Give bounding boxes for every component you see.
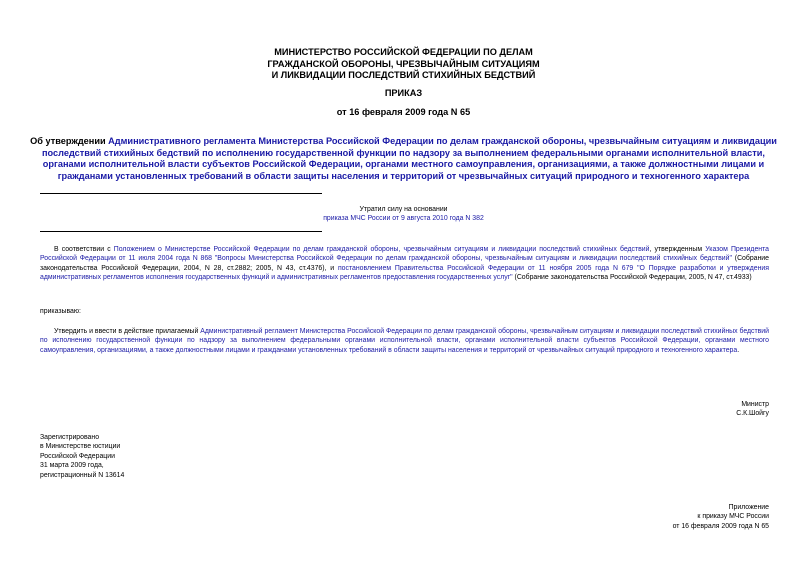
registration-line-2: в Министерстве юстиции	[40, 443, 121, 451]
order-text-2: .	[737, 346, 740, 354]
government-resolution-link[interactable]: постановлением Правительства Российской Федерации от 11 ноября 2005 года N 679 "О Порядке разработки и утверждения административных регламентов исполнения государственных функций и административных регламентов предоставления государственных услуг"	[40, 264, 769, 282]
appendix-line-2: к приказу МЧС России	[697, 513, 769, 521]
preamble-text-4: (Собрание законодательства Российской Федерации, 2005, N 47, ст.4933)	[512, 274, 752, 282]
appendix-block	[560, 503, 769, 531]
registration-line-1: Зарегистрировано	[40, 434, 100, 441]
registration-block	[40, 433, 240, 480]
document-date: от 16 февраля 2009 года N 65	[336, 107, 471, 117]
approved-regulation-link[interactable]: Административный регламент Министерства Российской Федерации по делам гражданской обороны, чрезвычайным ситуациям и ликвидации последствий стихийных бедствий по исполнению государственной функции по надзору за выполнением федеральными органами исполнительной власти, органами исполнительной власти субъектов Российской Федерации, органами местного самоуправления, организациями, а также должностными лицами и гражданами установленных требований в области защиты населения и территорий от чрезвычайных ситуаций природного и техногенного характера	[40, 328, 769, 354]
lost-force-note	[250, 205, 557, 224]
registration-line-5: регистрационный N 13614	[40, 471, 125, 479]
ministry-header	[0, 47, 807, 82]
title-prefix: Об утверждении	[30, 136, 109, 146]
lost-force-text: Утратил силу на основании	[359, 206, 448, 213]
presidential-decree-link[interactable]: Указом Президента Российской Федерации от 11 июля 2004 года N 868 "Вопросы Министерства Российской Федерации по делам гражданской обороны, чрезвычайным ситуациям и ликвидации последствий стихийных бедствий"	[40, 246, 770, 263]
preamble-text-3: (Собрание законодательства Российской Федерации, 2004, N 28, ст.2882; 2005, N 43, ст.4376), и	[40, 255, 769, 272]
order-text-1: Утвердить и ввести в действие прилагаемый	[54, 328, 201, 335]
ministry-regulation-link[interactable]: Положением о Министерстве Российской Федерации по делам гражданской обороны, чрезвычайным ситуациям и ликвидации последствий стихийных бедствий	[113, 246, 650, 253]
ministry-header-line-3: И ЛИКВИДАЦИИ ПОСЛЕДСТВИЙ СТИХИЙНЫХ БЕДСТВИЙ	[271, 70, 536, 80]
ministry-header-line-2: ГРАЖДАНСКОЙ ОБОРОНЫ, ЧРЕЗВЫЧАЙНЫМ СИТУАЦИЯМ	[267, 58, 540, 69]
registration-line-4: 31 марта 2009 года,	[40, 462, 104, 470]
signature-block	[560, 400, 769, 419]
signature-position: Министр	[741, 401, 769, 408]
preamble-paragraph	[40, 245, 769, 283]
registration-line-3: Российской Федерации	[40, 452, 115, 460]
lost-force-link[interactable]: приказа МЧС России от 9 августа 2010 года N 382	[323, 215, 484, 223]
appendix-line-3: от 16 февраля 2009 года N 65	[672, 522, 769, 530]
ministry-header-line-1: МИНИСТЕРСТВО РОССИЙСКОЙ ФЕДЕРАЦИИ ПО ДЕЛАМ	[274, 47, 533, 57]
preamble-text-2: , утвержденным	[649, 246, 706, 253]
preamble-text-1: В соответствии с	[54, 246, 114, 253]
top-divider	[40, 193, 322, 194]
order-word: приказываю:	[40, 308, 81, 315]
appendix-line-1: Приложение	[728, 504, 769, 511]
signature-name: С.К.Шойгу	[736, 410, 769, 418]
order-paragraph	[40, 327, 769, 355]
title-regulation-link[interactable]: Административного регламента Министерства Российской Федерации по делам гражданской обороны, чрезвычайным ситуациям и ликвидации последствий стихийных бедствий по исполнению государственной функции по надзору за выполнением федеральными органами исполнительной власти, органами исполнительной власти субъектов Российской Федерации, органами местного самоуправления, организациями, а также должностными лицами и гражданами установленных требований в области защиты населения и территорий от чрезвычайных ситуаций природного и техногенного характера	[41, 136, 777, 181]
document-type: ПРИКАЗ	[384, 88, 423, 98]
document-title	[30, 136, 777, 182]
bottom-divider	[40, 231, 322, 232]
